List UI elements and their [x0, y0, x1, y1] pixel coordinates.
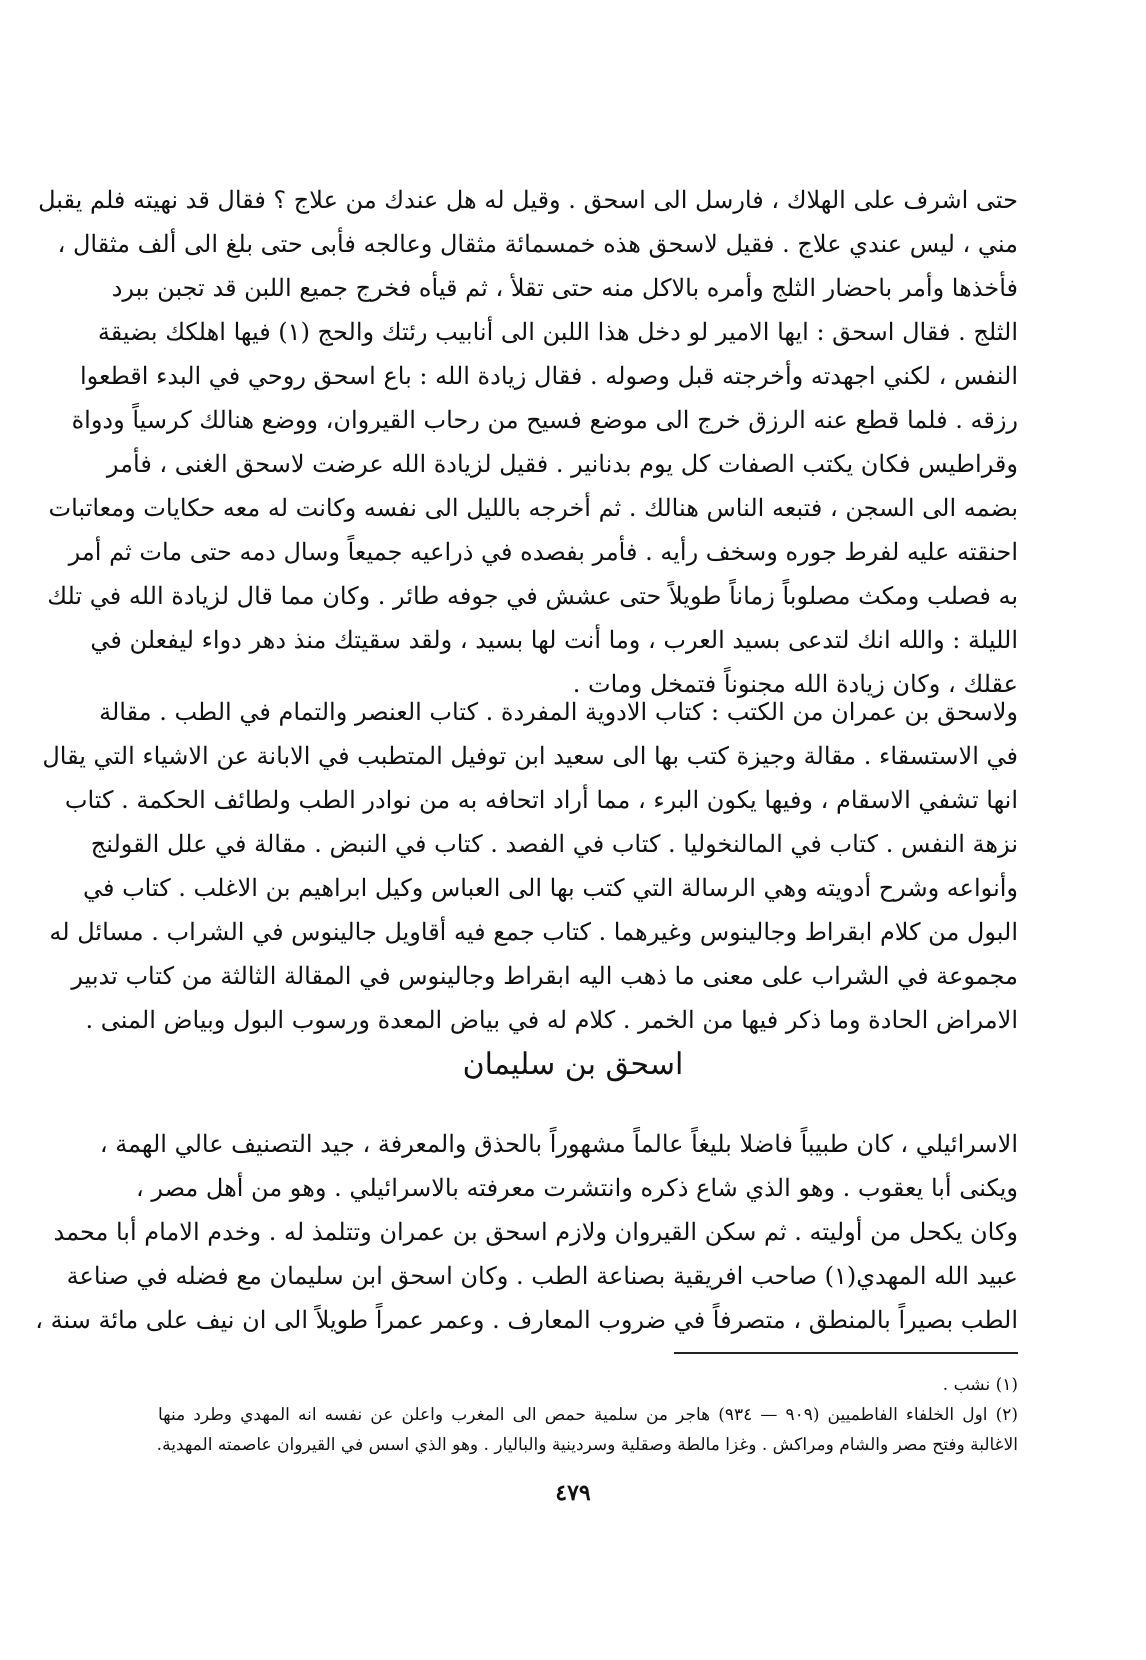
footnote-2-continued: الاغالبة وفتح مصر والشام ومراكش . وغزا مالطة وصقلية وسردينية والباليار . وهو الذي اسس في القيروان عاصمته المهدية.	[156, 1435, 1018, 1455]
text-line: بضمه الى السجن ، فتبعه الناس هنالك . ثم أخرجه بالليل الى نفسه وكانت له معه حكايات ومعاتبات	[48, 494, 1018, 522]
text-line: النفس ، لكني اجهدته وأخرجته قبل وصوله . فقال زيادة الله : باع اسحق روحي في البدء اقطعوا	[79, 362, 1018, 390]
text-line: انها تشفي الاسقام ، وفيها يكون البرء ، مما أراد اتحافه به من نوادر الطب ولطائف الحكمة . كتاب	[64, 786, 1018, 814]
text-line: وكان يكحل من أوليته . ثم سكن القيروان ولازم اسحق بن عمران وتتلمذ له . وخدم الامام أبا محمد	[53, 1218, 1018, 1246]
text-line: احنقته عليه لفرط جوره وسخف رأيه . فأمر بفصده في ذراعيه جميعاً وسال دمه حتى مات ثم أمر	[68, 538, 1018, 566]
text-line: الليلة : والله انك لتدعى بسيد العرب ، وما أنت لها بسيد ، ولقد سقيتك منذ دهر دواء ليفعلن في	[90, 626, 1018, 654]
text-line: ويكنى أبا يعقوب . وهو الذي شاع ذكره وانتشرت معرفته بالاسرائيلي . وهو من أهل مصر ،	[136, 1174, 1018, 1202]
footnote-1: (١) نشب .	[942, 1375, 1018, 1395]
text-line: في الاستسقاء . مقالة وجيزة كتب بها الى سعيد ابن توفيل المتطبب في الابانة عن الاشياء التي يقال	[42, 742, 1018, 770]
footnotes	[158, 1370, 1018, 1460]
page-number: ٤٧٩	[555, 1480, 591, 1506]
text-line: الثلج . فقال اسحق : ايها الامير لو دخل هذا اللبن الى أنابيب رئتك والحج (١) فيها اهلكك بضيقة	[97, 318, 1018, 346]
paragraph-2	[42, 690, 1018, 1042]
text-line: ولاسحق بن عمران من الكتب : كتاب الادوية المفردة . كتاب العنصر والتمام في الطب . مقالة	[99, 698, 1018, 726]
text-line: الامراض الحادة وما ذكر فيها من الخمر . كلام له في بياض المعدة ورسوب البول وبياض المنى .	[85, 1006, 1018, 1034]
text-line: البول من كلام ابقراط وجالينوس وغيرهما . كتاب جمع فيه أقاويل جالينوس في الشراب . مسائل له	[49, 918, 1018, 946]
text-line: فأخذها وأمر باحضار الثلج وأمره بالاكل منه حتى تقلأ ، ثم قيأه فخرج جميع اللبن قد تجبن ببرد	[111, 274, 1018, 302]
text-line: الاسرائيلي ، كان طبيباً فاضلا بليغاً عالماً مشهوراً بالحذق والمعرفة ، جيد التصنيف عالي الهمة ،	[99, 1130, 1018, 1158]
text-line: رزقه . فلما قطع عنه الرزق خرج الى موضع فسيح من رحاب القيروان، ووضع هنالك كرسياً ودواة	[71, 406, 1018, 434]
text-line: نزهة النفس . كتاب في المالنخوليا . كتاب في الفصد . كتاب في النبض . مقالة في علل القولنج	[90, 830, 1018, 858]
text-line: عبيد الله المهدي(١) صاحب افريقية بصناعة الطب . وكان اسحق ابن سليمان مع فضله في صناعة	[66, 1262, 1018, 1290]
text-line: مجموعة في الشراب على معنى ما ذهب اليه ابقراط وجالينوس في المقالة الثالثة من كتاب تدبير	[71, 962, 1018, 990]
text-line: الطب بصيراً بالمنطق ، متصرفاً في ضروب المعارف . وعمر عمراً طويلاً الى ان نيف على مائة سنة ،	[35, 1306, 1018, 1334]
text-line: به فصلب ومكث مصلوباً زماناً طويلاً حتى عشش في جوفه طائر . وكان مما قال لزيادة الله في تلك	[47, 582, 1018, 610]
text-line: مني ، ليس عندي علاج . فقيل لاسحق هذه خمسمائة مثقال وعالجه فأبى حتى بلغ الى ألف مثقال ،	[57, 230, 1018, 258]
footnote-2: (٢) اول الخلفاء الفاطميين (٩٠٩ — ٩٣٤) هاجر من سلمية حمص الى المغرب واعلن عن نفسه انه المهدي وطرد منها	[158, 1405, 1019, 1425]
footnote-divider	[674, 1352, 1018, 1354]
text-line: حتى اشرف على الهلاك ، فارسل الى اسحق . وقيل له هل عندك من علاج ؟ فقال قد نهيته فلم يقبل	[38, 186, 1018, 214]
text-line: وقراطيس فكان يكتب الصفات كل يوم بدنانير . فقيل لزيادة الله عرضت لاسحق الغنى ، فأمر	[106, 450, 1018, 478]
text-line: عقلك ، وكان زيادة الله مجنوناً فتمخل ومات .	[572, 670, 1018, 698]
section-heading: اسحق بن سليمان	[462, 1047, 684, 1082]
text-line: وأنواعه وشرح أدويته وهي الرسالة التي كتب بها الى العباس وكيل ابراهيم بن الاغلب . كتاب في	[82, 874, 1018, 902]
paragraph-1	[38, 178, 1018, 706]
paragraph-3	[35, 1122, 1018, 1342]
